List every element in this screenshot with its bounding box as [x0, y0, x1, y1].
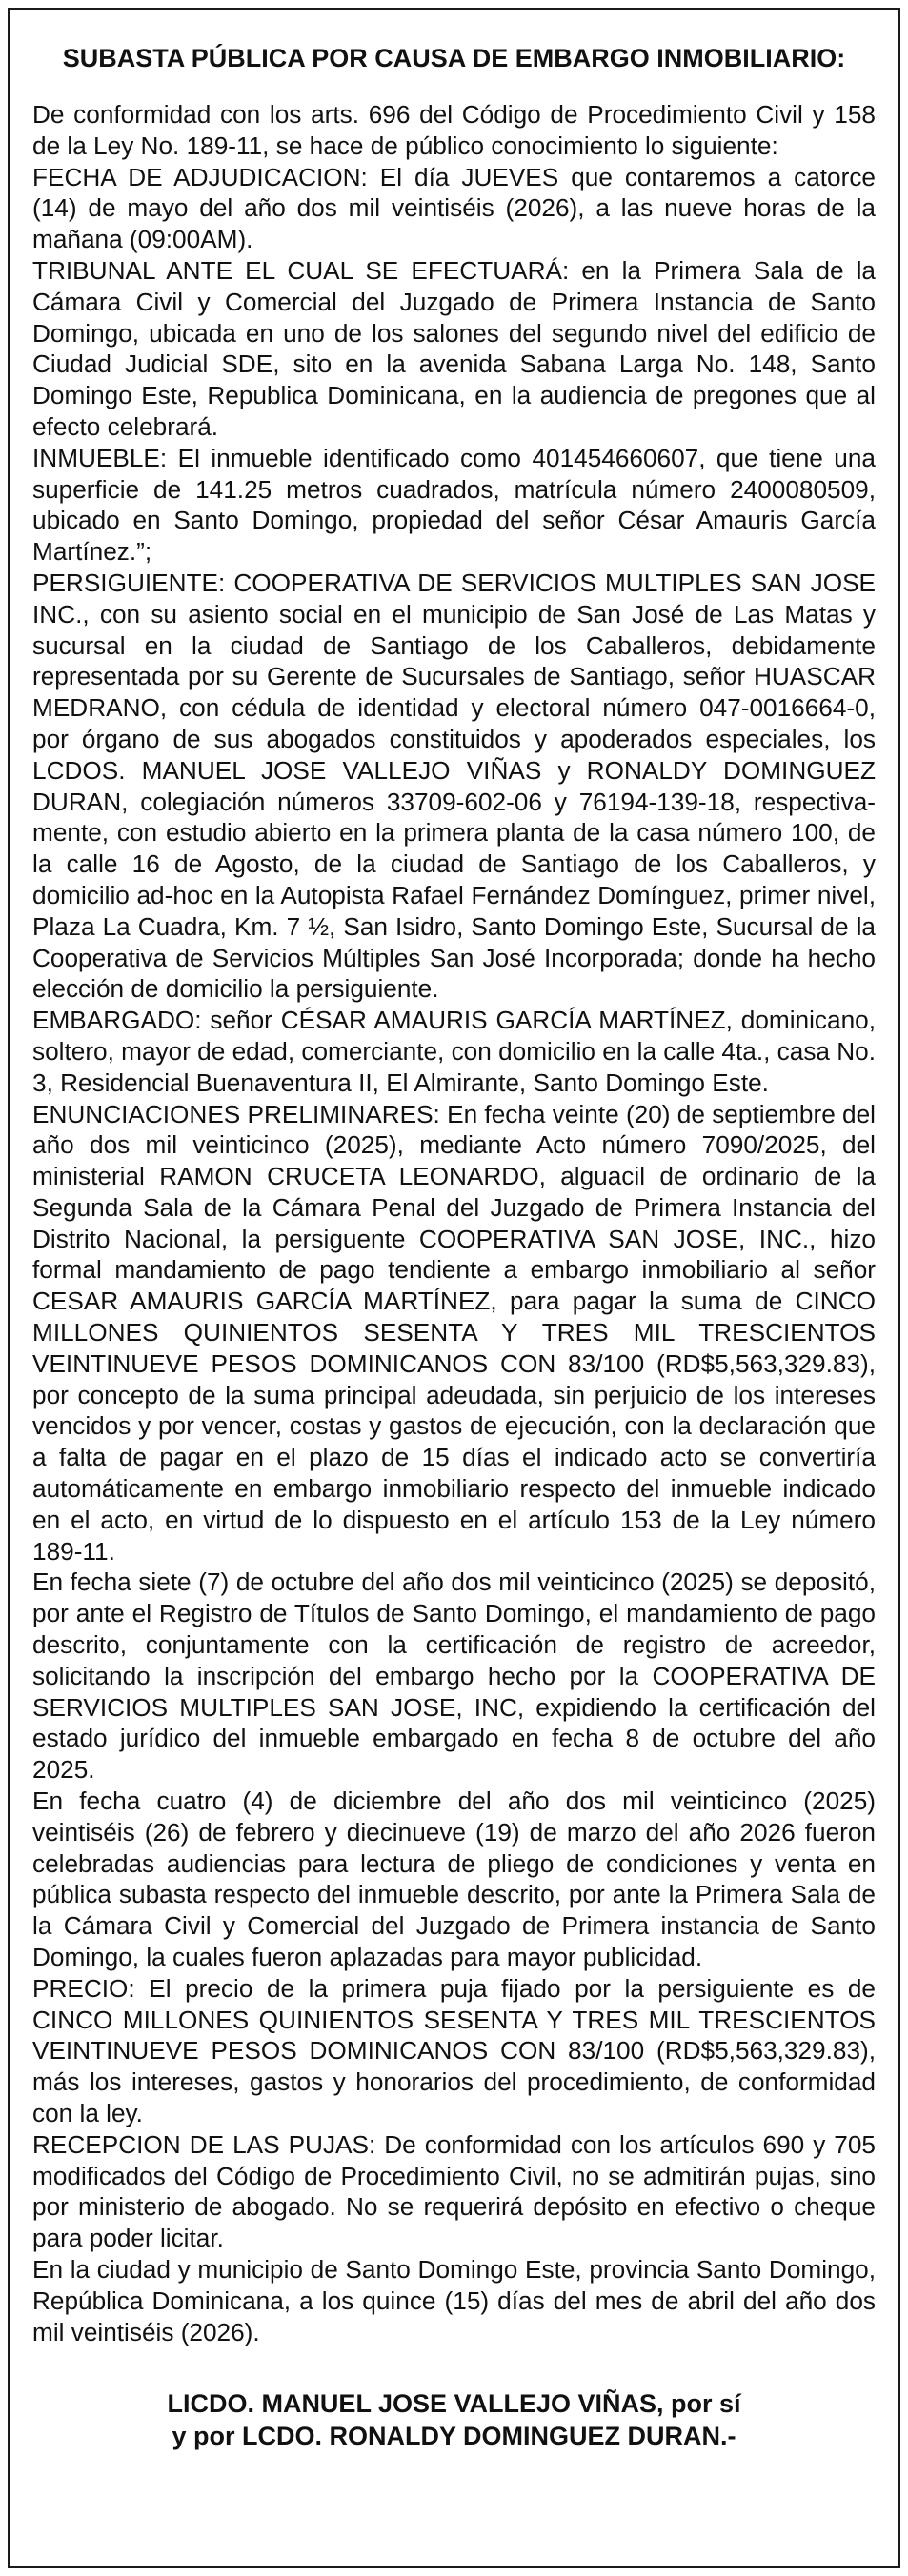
- paragraph-fecha-adjudicacion: FECHA DE ADJUDICACION: El día JUEVES que contaremos a catorce (14) de mayo del año dos mil veintiséis (2026), a las nueve horas de la mañana (09:00AM).: [32, 162, 876, 254]
- paragraph-precio: PRECIO: El precio de la primera puja fijado por la persiguiente es de CINCO MILLONES QUINIENTOS SESENTA Y TRES MIL TRESCIENTOS VEINTINUEVE PESOS DOMINICANOS CON 83/100 (RD$5,563,329.83), más los intereses, gastos y honorarios del procedimiento, de conformidad con la ley.: [32, 1973, 876, 2127]
- paragraph-audiencias: En fecha cuatro (4) de diciembre del año dos mil veinticinco (2025) veintiséis (26) de febrero y diecinueve (19) de marzo del año 2026 fueron celebradas audiencias para lectura de pliego de condiciones y venta en pública subasta respecto del inmueble descrito, por ante la Primera Sala de la Cámara Civil y Comercial del Juzgado de Primera instancia de Santo Domingo, la cuales fueron aplazadas para mayor publicidad.: [32, 1787, 876, 1972]
- notice-title: SUBASTA PÚBLICA POR CAUSA DE EMBARGO INMOBILIARIO:: [62, 44, 846, 72]
- paragraph-embargado: EMBARGADO: señor CÉSAR AMAURIS GARCÍA MARTÍNEZ, dominicano, soltero, mayor de edad, comerciante, con domicilio en la calle 4ta., casa No. 3, Residencial Buenaventura II, El Almirante, Santo Domingo Este.: [32, 1006, 877, 1097]
- notice-body: [32, 99, 876, 2347]
- paragraph-enunciaciones: ENUNCIACIONES PRELIMINARES: En fecha veinte (20) de septiembre del año dos mil veinticinco (2025), mediante Acto número 7090/2025, del ministerial RAMON CRUCETA LEONARDO, alguacil de ordinario de la Segunda Sala de la Cámara Penal del Juzgado de Primera Instancia del Distrito Nacional, la persiguente COOPERATIVA SAN JOSE, INC., hizo formal mandamiento de pago tendiente a embargo inmobiliario al señor CESAR AMAURIS GARCÍA MARTÍNEZ, para pagar la suma de CINCO MILLONES QUINIENTOS SESENTA Y TRES MIL TRESCIENTOS VEINTINUEVE PESOS DOMINICANOS CON 83/100 (RD$5,563,329.83), por concepto de la suma principal adeudada, sin perjuicio de los intereses vencidos y por vencer, costas y gastos de ejecución, con la declaración que a falta de pagar en el plazo de 15 días el indicado acto se convertiría automáticamente en embargo inmobiliario respecto del inmueble indicado en el acto, en virtud de lo dispuesto en el artículo 153 de la Ley número 189-11.: [32, 1099, 876, 1566]
- paragraph-deposito: En fecha siete (7) de octubre del año dos mil veinticinco (2025) se depositó, por ante el Registro de Títulos de Santo Domingo, el mandamiento de pago descrito, conjuntamente con la certificación de registro de acreedor, solicitando la inscripción del embargo hecho por la COOPERATIVA DE SERVICIOS MULTIPLES SAN JOSE, INC, expidiendo la certificación del estado jurídico del inmueble embargado en fecha 8 de octubre del año 2025.: [32, 1568, 876, 1785]
- signature-block: [32, 2387, 876, 2452]
- signature-line-1: LICDO. MANUEL JOSE VALLEJO VIÑAS, por sí: [167, 2389, 741, 2419]
- paragraph-intro: De conformidad con los arts. 696 del Código de Procedimiento Civil y 158 de la Ley No. 189-11, se hace de público conocimiento lo siguiente:: [32, 100, 876, 160]
- paragraph-persiguiente: PERSIGUIENTE: COOPERATIVA DE SERVICIOS MULTIPLES SAN JOSE INC., con su asiento social en el municipio de San José de Las Matas y sucursal en la ciudad de Santiago de los Caballeros, debidamente representada por su Gerente de Sucursales de Santiago, señor HUASCAR MEDRANO, con cédula de identidad y electoral número 047-0016664-0, por órgano de sus abogados constituidos y apoderados especiales, los LCDOS. MANUEL JOSE VALLEJO VIÑAS y RONALDY DOMINGUEZ DURAN, colegiación números 33709-602-06 y 76194-139-18, respectivamente, con estudio abierto en la primera planta de la casa número 100, de la calle 16 de Agosto, de la ciudad de Santiago de los Caballeros, y domicilio ad-hoc en la Autopista Rafael Fernández Domínguez, primer nivel, Plaza La Cuadra, Km. 7 ½, San Isidro, Santo Domingo Este, Sucursal de la Cooperativa de Servicios Múltiples San José Incorporada; donde ha hecho elección de domicilio la persiguiente.: [32, 568, 876, 1004]
- signature-line-2: y por LCDO. RONALDY DOMINGUEZ DURAN.-: [172, 2422, 736, 2451]
- paragraph-tribunal: TRIBUNAL ANTE EL CUAL SE EFECTUARÁ: en la Primera Sala de la Cámara Civil y Comercial del Juzgado de Primera Instancia de Santo Domingo, ubicada en uno de los salones del segundo nivel del edificio de Ciudad Judicial SDE, sito en la avenida Sabana Larga No. 148, Santo Domingo Este, Republica Dominicana, en la audiencia de pregones que al efecto celebrará.: [32, 255, 876, 441]
- legal-notice: [8, 8, 900, 2568]
- paragraph-fecha-lugar: En la ciudad y municipio de Santo Domingo Este, provincia Santo Domingo, República Dominicana, a los quince (15) días del mes de abril del año dos mil veintiséis (2026).: [32, 2254, 876, 2346]
- paragraph-inmueble: INMUEBLE: El inmueble identificado como 401454660607, que tiene una superficie de 141.25 metros cuadrados, matrícula número 2400080509, ubicado en Santo Domingo, propiedad del señor César Amauris García Martínez.”;: [32, 443, 876, 567]
- paragraph-recepcion-pujas: RECEPCION DE LAS PUJAS: De conformidad con los artículos 690 y 705 modificados del Código de Procedimiento Civil, no se admitirán pujas, sino por ministerio de abogado. No se requerirá depósito en efectivo o cheque para poder licitar.: [32, 2129, 876, 2253]
